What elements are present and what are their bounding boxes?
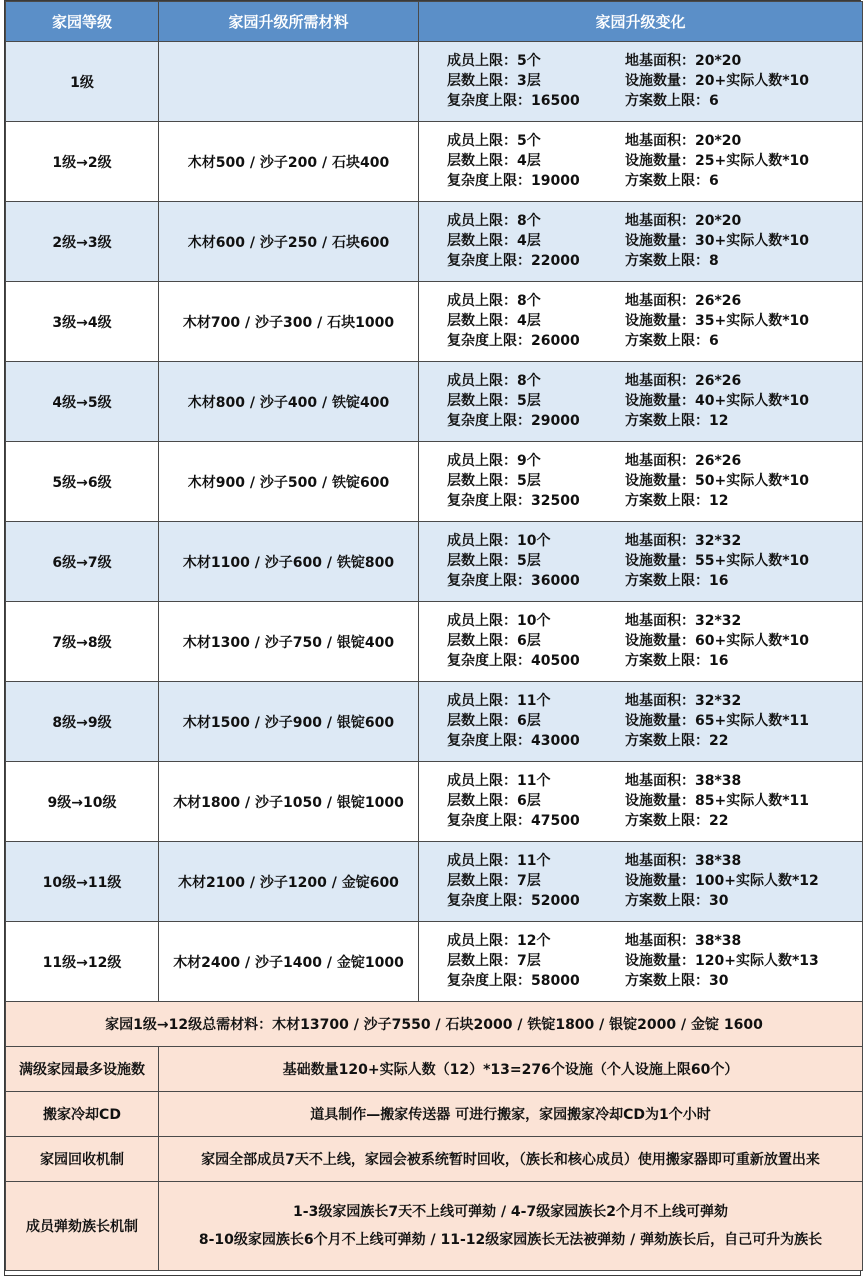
change-item: 复杂度上限：52000: [447, 893, 580, 909]
change-item: 设施数量：20+实际人数*10: [625, 73, 810, 89]
table-row: [6, 762, 863, 842]
changes-cell: [419, 202, 863, 282]
level-rows: [6, 42, 863, 1002]
changes-grid: [419, 452, 862, 511]
materials-cell: 木材800 / 沙子400 / 铁锭400: [159, 362, 419, 442]
summary-move-cd-row: [6, 1092, 863, 1137]
change-item: 成员上限：11个: [447, 773, 551, 789]
change-item: 地基面积：38*38: [625, 853, 742, 869]
change-item: 成员上限：8个: [447, 213, 541, 229]
changes-grid: [419, 932, 862, 991]
change-item: 方案数上限：30: [625, 893, 729, 909]
summary-max-facilities-row: [6, 1047, 863, 1092]
table-row: [6, 442, 863, 522]
change-item: 设施数量：120+实际人数*13: [625, 953, 819, 969]
change-item: 方案数上限：6: [625, 93, 719, 109]
change-item: 层数上限：4层: [447, 233, 541, 249]
table-header: [6, 2, 863, 42]
table-row: [6, 362, 863, 442]
change-item: 成员上限：10个: [447, 613, 551, 629]
changes-grid: [419, 212, 862, 271]
change-item: 设施数量：30+实际人数*10: [625, 233, 810, 249]
change-item: 方案数上限：12: [625, 413, 729, 429]
change-item: 地基面积：38*38: [625, 773, 742, 789]
change-item: 地基面积：20*20: [625, 213, 742, 229]
table-row: [6, 922, 863, 1002]
change-item: 成员上限：11个: [447, 853, 551, 869]
change-item: 层数上限：5层: [447, 553, 541, 569]
summary-total-row: [6, 1002, 863, 1047]
change-item: 成员上限：9个: [447, 453, 541, 469]
change-item: 复杂度上限：22000: [447, 253, 580, 269]
impeach-value: [159, 1182, 863, 1271]
change-item: 方案数上限：22: [625, 733, 729, 749]
materials-cell: 木材2400 / 沙子1400 / 金锭1000: [159, 922, 419, 1002]
changes-cell: [419, 42, 863, 122]
change-item: 复杂度上限：58000: [447, 973, 580, 989]
change-item: 复杂度上限：19000: [447, 173, 580, 189]
change-item: 方案数上限：16: [625, 653, 729, 669]
materials-cell: 木材600 / 沙子250 / 石块600: [159, 202, 419, 282]
materials-cell: 木材500 / 沙子200 / 石块400: [159, 122, 419, 202]
change-item: 复杂度上限：26000: [447, 333, 580, 349]
level-cell: 2级→3级: [6, 202, 159, 282]
header-changes: 家园升级变化: [419, 2, 863, 42]
materials-cell: 木材1300 / 沙子750 / 银锭400: [159, 602, 419, 682]
change-item: 地基面积：26*26: [625, 293, 742, 309]
changes-cell: [419, 602, 863, 682]
level-cell: 1级→2级: [6, 122, 159, 202]
change-item: 设施数量：35+实际人数*10: [625, 313, 810, 329]
change-item: 复杂度上限：32500: [447, 493, 580, 509]
change-item: 设施数量：50+实际人数*10: [625, 473, 810, 489]
change-item: 层数上限：7层: [447, 873, 541, 889]
change-item: 方案数上限：6: [625, 173, 719, 189]
change-item: 复杂度上限：36000: [447, 573, 580, 589]
max-facilities-label: 满级家园最多设施数: [6, 1047, 159, 1092]
materials-cell: 木材2100 / 沙子1200 / 金锭600: [159, 842, 419, 922]
impeach-rule-line-2: 8-10级家园族长6个月不上线可弹劾 / 11-12级家园族长无法被弹劾 / 弹劾族长后，自己可升为族长: [198, 1232, 823, 1248]
changes-grid: [419, 692, 862, 751]
change-item: 方案数上限：30: [625, 973, 729, 989]
summary-section: [6, 1002, 863, 1271]
change-item: 设施数量：85+实际人数*11: [625, 793, 810, 809]
home-upgrade-table: [4, 0, 861, 1276]
changes-grid: [419, 372, 862, 431]
level-cell: 6级→7级: [6, 522, 159, 602]
change-item: 复杂度上限：43000: [447, 733, 580, 749]
total-materials: 家园1级→12级总需材料：木材13700 / 沙子7550 / 石块2000 / 铁锭1800 / 银锭2000 / 金锭 1600: [6, 1002, 863, 1047]
change-item: 设施数量：65+实际人数*11: [625, 713, 810, 729]
change-item: 地基面积：20*20: [625, 133, 742, 149]
table-row: [6, 42, 863, 122]
change-item: 复杂度上限：47500: [447, 813, 580, 829]
table-row: [6, 122, 863, 202]
impeach-rule-line-1: 1-3级家园族长7天不上线可弹劾 / 4-7级家园族长2个月不上线可弹劾: [293, 1204, 728, 1220]
changes-cell: [419, 282, 863, 362]
materials-cell: 木材700 / 沙子300 / 石块1000: [159, 282, 419, 362]
max-facilities-value: 基础数量120+实际人数（12）*13=276个设施（个人设施上限60个）: [159, 1047, 863, 1092]
changes-grid: [419, 52, 862, 111]
change-item: 层数上限：3层: [447, 73, 541, 89]
change-item: 设施数量：100+实际人数*12: [625, 873, 819, 889]
table-row: [6, 842, 863, 922]
level-cell: 11级→12级: [6, 922, 159, 1002]
recycle-value: 家园全部成员7天不上线，家园会被系统暂时回收，（族长和核心成员）使用搬家器即可重新放置出来: [159, 1137, 863, 1182]
change-item: 方案数上限：22: [625, 813, 729, 829]
table-row: [6, 202, 863, 282]
level-cell: 5级→6级: [6, 442, 159, 522]
change-item: 复杂度上限：40500: [447, 653, 580, 669]
change-item: 层数上限：4层: [447, 313, 541, 329]
level-cell: 9级→10级: [6, 762, 159, 842]
changes-grid: [419, 612, 862, 671]
change-item: 方案数上限：8: [625, 253, 719, 269]
summary-impeach-row: [6, 1182, 863, 1271]
level-cell: 7级→8级: [6, 602, 159, 682]
change-item: 成员上限：8个: [447, 293, 541, 309]
changes-cell: [419, 522, 863, 602]
header-materials: 家园升级所需材料: [159, 2, 419, 42]
change-item: 成员上限：10个: [447, 533, 551, 549]
table-row: [6, 282, 863, 362]
change-item: 方案数上限：6: [625, 333, 719, 349]
change-item: 成员上限：5个: [447, 53, 541, 69]
change-item: 地基面积：26*26: [625, 373, 742, 389]
changes-grid: [419, 772, 862, 831]
change-item: 成员上限：8个: [447, 373, 541, 389]
change-item: 层数上限：6层: [447, 793, 541, 809]
summary-recycle-row: [6, 1137, 863, 1182]
change-item: 设施数量：60+实际人数*10: [625, 633, 810, 649]
move-cd-value: 道具制作—搬家传送器 可进行搬家，家园搬家冷却CD为1个小时: [159, 1092, 863, 1137]
change-item: 复杂度上限：29000: [447, 413, 580, 429]
change-item: 地基面积：32*32: [625, 533, 742, 549]
header-level: 家园等级: [6, 2, 159, 42]
changes-grid: [419, 852, 862, 911]
change-item: 设施数量：55+实际人数*10: [625, 553, 810, 569]
changes-grid: [419, 132, 862, 191]
impeach-label: 成员弹劾族长机制: [6, 1182, 159, 1271]
materials-cell: 木材1500 / 沙子900 / 银锭600: [159, 682, 419, 762]
changes-cell: [419, 682, 863, 762]
changes-grid: [419, 532, 862, 591]
change-item: 方案数上限：16: [625, 573, 729, 589]
change-item: 地基面积：26*26: [625, 453, 742, 469]
level-cell: 10级→11级: [6, 842, 159, 922]
change-item: 地基面积：38*38: [625, 933, 742, 949]
table-row: [6, 602, 863, 682]
changes-grid: [419, 292, 862, 351]
materials-cell: 木材900 / 沙子500 / 铁锭600: [159, 442, 419, 522]
change-item: 层数上限：5层: [447, 393, 541, 409]
change-item: 层数上限：6层: [447, 713, 541, 729]
changes-cell: [419, 122, 863, 202]
change-item: 地基面积：20*20: [625, 53, 742, 69]
table-row: [6, 682, 863, 762]
changes-cell: [419, 922, 863, 1002]
changes-cell: [419, 762, 863, 842]
change-item: 层数上限：4层: [447, 153, 541, 169]
table-row: [6, 522, 863, 602]
materials-cell: [159, 42, 419, 122]
change-item: 地基面积：32*32: [625, 613, 742, 629]
level-cell: 4级→5级: [6, 362, 159, 442]
change-item: 地基面积：32*32: [625, 693, 742, 709]
change-item: 层数上限：6层: [447, 633, 541, 649]
change-item: 复杂度上限：16500: [447, 93, 580, 109]
move-cd-label: 搬家冷却CD: [6, 1092, 159, 1137]
level-cell: 8级→9级: [6, 682, 159, 762]
changes-cell: [419, 362, 863, 442]
changes-cell: [419, 442, 863, 522]
change-item: 成员上限：11个: [447, 693, 551, 709]
materials-cell: 木材1800 / 沙子1050 / 银锭1000: [159, 762, 419, 842]
change-item: 成员上限：5个: [447, 133, 541, 149]
level-cell: 3级→4级: [6, 282, 159, 362]
changes-cell: [419, 842, 863, 922]
recycle-label: 家园回收机制: [6, 1137, 159, 1182]
change-item: 成员上限：12个: [447, 933, 551, 949]
change-item: 方案数上限：12: [625, 493, 729, 509]
change-item: 设施数量：40+实际人数*10: [625, 393, 810, 409]
materials-cell: 木材1100 / 沙子600 / 铁锭800: [159, 522, 419, 602]
level-table: [5, 1, 863, 1271]
change-item: 设施数量：25+实际人数*10: [625, 153, 810, 169]
change-item: 层数上限：7层: [447, 953, 541, 969]
change-item: 层数上限：5层: [447, 473, 541, 489]
level-cell: 1级: [6, 42, 159, 122]
